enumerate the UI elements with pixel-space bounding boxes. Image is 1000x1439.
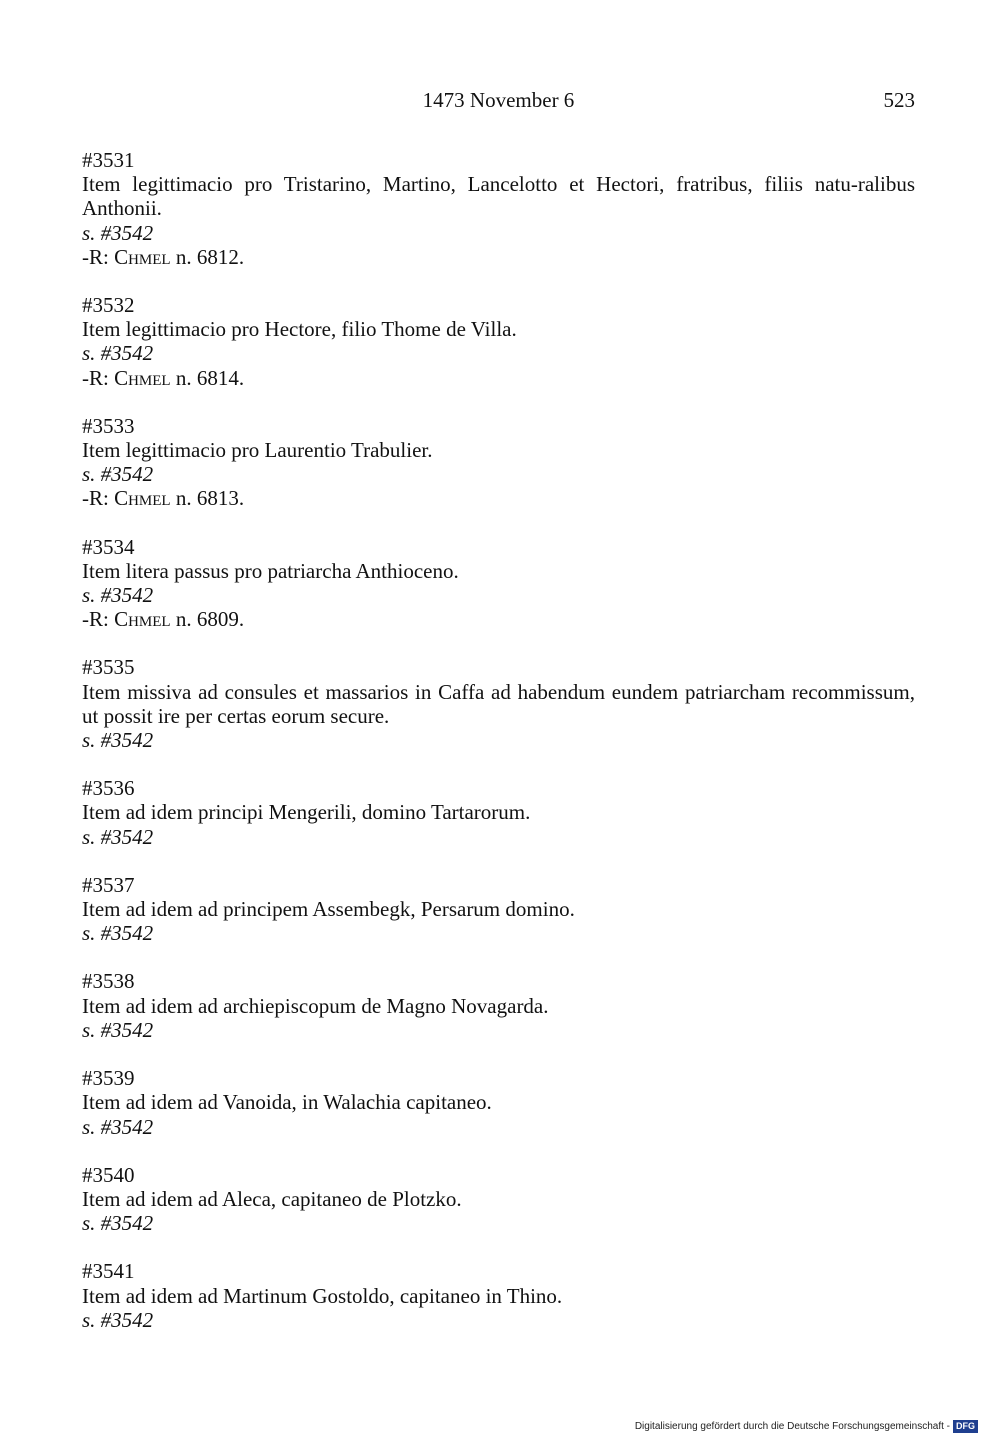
entry-text: Item ad idem ad Vanoida, in Walachia capitaneo.	[82, 1090, 492, 1115]
entry-reference: s. #3542	[82, 462, 154, 487]
entry-number: #3535	[82, 655, 135, 680]
entry-number: #3534	[82, 534, 135, 559]
page-date-heading: 1473 November 6	[422, 88, 575, 112]
register-name: Chmel	[114, 486, 171, 511]
entry-reference: s. #3542	[82, 1114, 154, 1139]
entry-number: #3538	[82, 969, 135, 994]
entry	[82, 776, 915, 849]
register-number: n. 6813.	[170, 486, 245, 511]
entry-register	[82, 245, 915, 269]
register-name: Chmel	[114, 244, 171, 269]
page-number: 523	[883, 88, 915, 112]
entry-text: Item missiva ad consules et massarios in Caffa ad habendum eundem patriarcham recommissum, ut possit ire per certas eorum secure.	[82, 679, 915, 728]
entries-list	[82, 148, 915, 1356]
register-number: n. 6809.	[170, 607, 245, 632]
entry-reference: s. #3542	[82, 1307, 154, 1332]
register-prefix: -R:	[82, 365, 115, 390]
register-name: Chmel	[114, 365, 171, 390]
entry-text: Item litera passus pro patriarcha Anthioceno.	[82, 558, 459, 583]
entry-text: Item ad idem ad archiepiscopum de Magno Novagarda.	[82, 993, 549, 1018]
entry-reference: s. #3542	[82, 220, 154, 245]
entry	[82, 1066, 915, 1139]
register-prefix: -R:	[82, 244, 115, 269]
credit-text: Digitalisierung gefördert durch die Deutsche Forschungsgemeinschaft -	[634, 1421, 950, 1432]
entry-number: #3539	[82, 1066, 135, 1091]
entry-number: #3537	[82, 872, 135, 897]
entry	[82, 655, 915, 752]
entry-reference: s. #3542	[82, 1017, 154, 1042]
entry-number: #3533	[82, 413, 135, 438]
entry-text: Item legittimacio pro Laurentio Trabulier.	[82, 438, 433, 463]
entry-text: Item ad idem principi Mengerili, domino Tartarorum.	[82, 800, 531, 825]
entry-reference: s. #3542	[82, 824, 154, 849]
register-prefix: -R:	[82, 486, 115, 511]
digitization-credit	[635, 1420, 978, 1433]
entry-number: #3541	[82, 1259, 135, 1284]
entry-text: Item legittimacio pro Tristarino, Martino, Lancelotto et Hectori, fratribus, filiis natu-ralibus Anthonii.	[82, 172, 915, 221]
entry-register	[82, 366, 915, 390]
entry-reference: s. #3542	[82, 728, 154, 753]
entry	[82, 969, 915, 1042]
entry	[82, 148, 915, 269]
register-name: Chmel	[114, 607, 171, 632]
entry-reference: s. #3542	[82, 341, 154, 366]
entry	[82, 1163, 915, 1236]
entry-number: #3532	[82, 293, 135, 318]
page-header	[82, 88, 915, 118]
entry-reference: s. #3542	[82, 1211, 154, 1236]
entry-number: #3536	[82, 776, 135, 801]
entry-reference: s. #3542	[82, 583, 154, 608]
entry-text: Item ad idem ad Aleca, capitaneo de Plotzko.	[82, 1186, 462, 1211]
dfg-logo: DFG	[953, 1420, 978, 1433]
entry-register	[82, 486, 915, 510]
entry-number: #3531	[82, 148, 135, 172]
register-number: n. 6812.	[170, 244, 245, 269]
entry	[82, 873, 915, 946]
register-number: n. 6814.	[170, 365, 245, 390]
entry	[82, 293, 915, 390]
entry-register	[82, 607, 915, 631]
register-prefix: -R:	[82, 607, 115, 632]
entry-number: #3540	[82, 1162, 135, 1187]
entry	[82, 1259, 915, 1332]
entry	[82, 414, 915, 511]
entry-text: Item legittimacio pro Hectore, filio Thome de Villa.	[82, 317, 517, 342]
entry	[82, 535, 915, 632]
entry-text: Item ad idem ad Martinum Gostoldo, capitaneo in Thino.	[82, 1283, 563, 1308]
entry-text: Item ad idem ad principem Assembegk, Persarum domino.	[82, 897, 575, 922]
entry-reference: s. #3542	[82, 921, 154, 946]
